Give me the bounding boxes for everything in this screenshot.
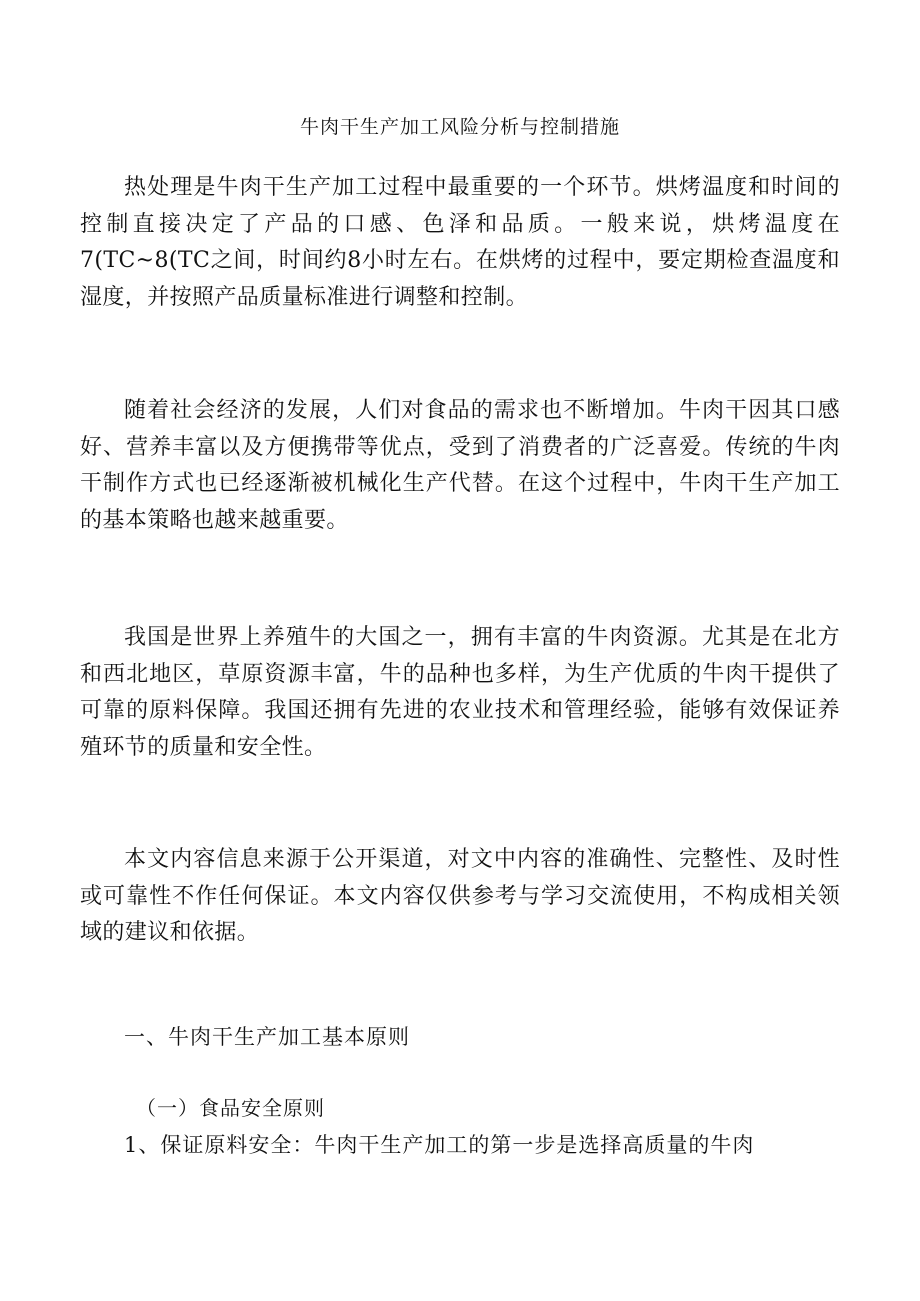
paragraph-resources: 我国是世界上养殖牛的大国之一，拥有丰富的牛肉资源。尤其是在北方和西北地区，草原资源丰富，牛的品种也多样，为生产优质的牛肉干提供了可靠的原料保障。我国还拥有先进的农业技术和管理经验，能够有效保证养殖环节的质量和安全性。 bbox=[80, 625, 840, 760]
paragraph-market-demand: 随着社会经济的发展，人们对食品的需求也不断增加。牛肉干因其口感好、营养丰富以及方便携带等优点，受到了消费者的广泛喜爱。传统的牛肉干制作方式也已经逐渐被机械化生产代替。在这个过程中，牛肉干生产加工的基本策略也越来越重要。 bbox=[80, 398, 840, 533]
subsection-heading: （一）食品安全原则 bbox=[136, 1096, 325, 1120]
list-item-1: 1、保证原料安全：牛肉干生产加工的第一步是选择高质量的牛肉 bbox=[124, 1133, 755, 1157]
paragraph-heat-treatment: 热处理是牛肉干生产加工过程中最重要的一个环节。烘烤温度和时间的控制直接决定了产品的口感、色泽和品质。一般来说，烘烤温度在7(TC~8(TC之间，时间约8小时左右。在烘烤的过程中，要定期检查温度和湿度，并按照产品质量标准进行调整和控制。 bbox=[80, 175, 840, 310]
document-title: 牛肉干生产加工风险分析与控制措施 bbox=[299, 116, 620, 138]
section-heading: 一、牛肉干生产加工基本原则 bbox=[124, 1025, 410, 1049]
paragraph-disclaimer: 本文内容信息来源于公开渠道，对文中内容的准确性、完整性、及时性或可靠性不作任何保证。本文内容仅供参考与学习交流使用，不构成相关领域的建议和依据。 bbox=[80, 847, 840, 945]
